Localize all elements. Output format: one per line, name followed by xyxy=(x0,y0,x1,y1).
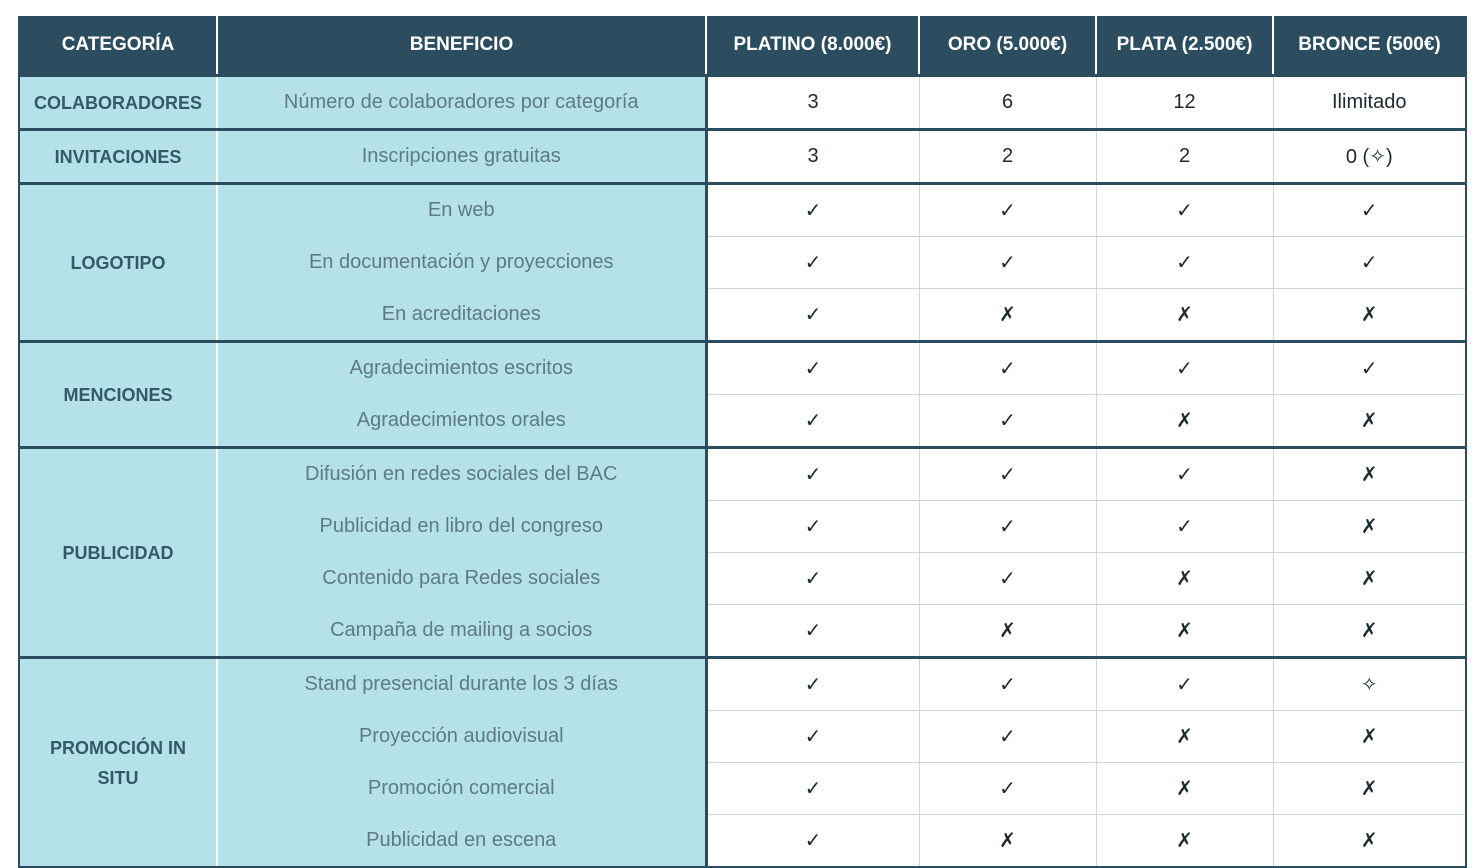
table-row xyxy=(19,395,1466,448)
value-cell-plata: ✗ xyxy=(1096,289,1273,342)
category-cell: COLABORADORES xyxy=(19,76,217,130)
table-row xyxy=(19,501,1466,553)
value-cell-plata: ✗ xyxy=(1096,763,1273,815)
table-header xyxy=(19,16,1466,76)
value-cell-bronce: ✗ xyxy=(1273,289,1466,342)
table-row xyxy=(19,553,1466,605)
value-cell-plata: 2 xyxy=(1096,130,1273,184)
benefit-cell: Agradecimientos orales xyxy=(217,395,706,448)
benefit-cell: En web xyxy=(217,184,706,237)
table-row xyxy=(19,130,1466,184)
table-row xyxy=(19,184,1466,237)
value-cell-plata: ✓ xyxy=(1096,342,1273,395)
value-cell-oro: ✓ xyxy=(919,342,1096,395)
benefit-cell: Campaña de mailing a socios xyxy=(217,605,706,658)
value-cell-plata: ✗ xyxy=(1096,605,1273,658)
value-cell-bronce: ✗ xyxy=(1273,395,1466,448)
value-cell-bronce: ✓ xyxy=(1273,342,1466,395)
value-cell-platino: ✓ xyxy=(706,342,919,395)
value-cell-bronce: ✗ xyxy=(1273,763,1466,815)
value-cell-oro: ✓ xyxy=(919,395,1096,448)
value-cell-bronce: ✗ xyxy=(1273,815,1466,868)
value-cell-plata: ✓ xyxy=(1096,184,1273,237)
value-cell-bronce: ✓ xyxy=(1273,184,1466,237)
value-cell-bronce: ✗ xyxy=(1273,448,1466,501)
benefit-cell: Agradecimientos escritos xyxy=(217,342,706,395)
value-cell-bronce: ✗ xyxy=(1273,711,1466,763)
benefit-cell: Número de colaboradores por categoría xyxy=(217,76,706,130)
value-cell-oro: ✗ xyxy=(919,815,1096,868)
benefit-cell: Stand presencial durante los 3 días xyxy=(217,658,706,711)
header-row xyxy=(19,16,1466,76)
header-platino: PLATINO (8.000€) xyxy=(706,16,919,76)
header-beneficio: BENEFICIO xyxy=(217,16,706,76)
benefit-cell: Promoción comercial xyxy=(217,763,706,815)
value-cell-plata: ✗ xyxy=(1096,553,1273,605)
category-cell: LOGOTIPO xyxy=(19,184,217,342)
category-cell: MENCIONES xyxy=(19,342,217,448)
value-cell-plata: ✗ xyxy=(1096,711,1273,763)
benefit-cell: En acreditaciones xyxy=(217,289,706,342)
value-cell-bronce: ✗ xyxy=(1273,605,1466,658)
value-cell-platino: ✓ xyxy=(706,448,919,501)
value-cell-oro: ✓ xyxy=(919,711,1096,763)
value-cell-oro: ✓ xyxy=(919,763,1096,815)
value-cell-bronce: ✓ xyxy=(1273,237,1466,289)
value-cell-platino: 3 xyxy=(706,76,919,130)
category-cell: INVITACIONES xyxy=(19,130,217,184)
value-cell-platino: ✓ xyxy=(706,289,919,342)
value-cell-plata: 12 xyxy=(1096,76,1273,130)
value-cell-bronce: ✗ xyxy=(1273,553,1466,605)
table-row xyxy=(19,342,1466,395)
benefit-cell: Proyección audiovisual xyxy=(217,711,706,763)
header-oro: ORO (5.000€) xyxy=(919,16,1096,76)
table-row xyxy=(19,237,1466,289)
sponsorship-table-container xyxy=(18,16,1465,868)
value-cell-platino: ✓ xyxy=(706,237,919,289)
table-row xyxy=(19,763,1466,815)
value-cell-oro: ✗ xyxy=(919,605,1096,658)
benefit-cell: En documentación y proyecciones xyxy=(217,237,706,289)
value-cell-bronce: 0 (✧) xyxy=(1273,130,1466,184)
value-cell-plata: ✓ xyxy=(1096,658,1273,711)
category-cell: PUBLICIDAD xyxy=(19,448,217,658)
value-cell-platino: ✓ xyxy=(706,658,919,711)
header-bronce: BRONCE (500€) xyxy=(1273,16,1466,76)
value-cell-plata: ✓ xyxy=(1096,448,1273,501)
value-cell-plata: ✗ xyxy=(1096,815,1273,868)
value-cell-platino: ✓ xyxy=(706,553,919,605)
benefit-cell: Inscripciones gratuitas xyxy=(217,130,706,184)
value-cell-plata: ✗ xyxy=(1096,395,1273,448)
benefit-cell: Contenido para Redes sociales xyxy=(217,553,706,605)
value-cell-platino: ✓ xyxy=(706,815,919,868)
table-row xyxy=(19,289,1466,342)
value-cell-oro: 6 xyxy=(919,76,1096,130)
value-cell-plata: ✓ xyxy=(1096,237,1273,289)
value-cell-platino: ✓ xyxy=(706,184,919,237)
value-cell-platino: 3 xyxy=(706,130,919,184)
table-row xyxy=(19,448,1466,501)
value-cell-platino: ✓ xyxy=(706,395,919,448)
table-row xyxy=(19,605,1466,658)
value-cell-oro: ✓ xyxy=(919,237,1096,289)
header-plata: PLATA (2.500€) xyxy=(1096,16,1273,76)
value-cell-oro: ✗ xyxy=(919,289,1096,342)
value-cell-oro: ✓ xyxy=(919,448,1096,501)
table-row xyxy=(19,76,1466,130)
benefit-cell: Publicidad en escena xyxy=(217,815,706,868)
value-cell-oro: ✓ xyxy=(919,553,1096,605)
value-cell-plata: ✓ xyxy=(1096,501,1273,553)
header-categoria: CATEGORÍA xyxy=(19,16,217,76)
category-cell: PROMOCIÓN IN SITU xyxy=(19,658,217,868)
value-cell-oro: ✓ xyxy=(919,184,1096,237)
table-row xyxy=(19,658,1466,711)
value-cell-bronce: ✧ xyxy=(1273,658,1466,711)
value-cell-platino: ✓ xyxy=(706,763,919,815)
table-row xyxy=(19,815,1466,868)
benefit-cell: Difusión en redes sociales del BAC xyxy=(217,448,706,501)
benefit-cell: Publicidad en libro del congreso xyxy=(217,501,706,553)
table-body xyxy=(19,76,1466,868)
table-row xyxy=(19,711,1466,763)
value-cell-oro: 2 xyxy=(919,130,1096,184)
value-cell-platino: ✓ xyxy=(706,501,919,553)
value-cell-bronce: Ilimitado xyxy=(1273,76,1466,130)
value-cell-oro: ✓ xyxy=(919,501,1096,553)
sponsorship-benefits-table xyxy=(18,16,1467,868)
value-cell-platino: ✓ xyxy=(706,605,919,658)
value-cell-oro: ✓ xyxy=(919,658,1096,711)
value-cell-bronce: ✗ xyxy=(1273,501,1466,553)
value-cell-platino: ✓ xyxy=(706,711,919,763)
